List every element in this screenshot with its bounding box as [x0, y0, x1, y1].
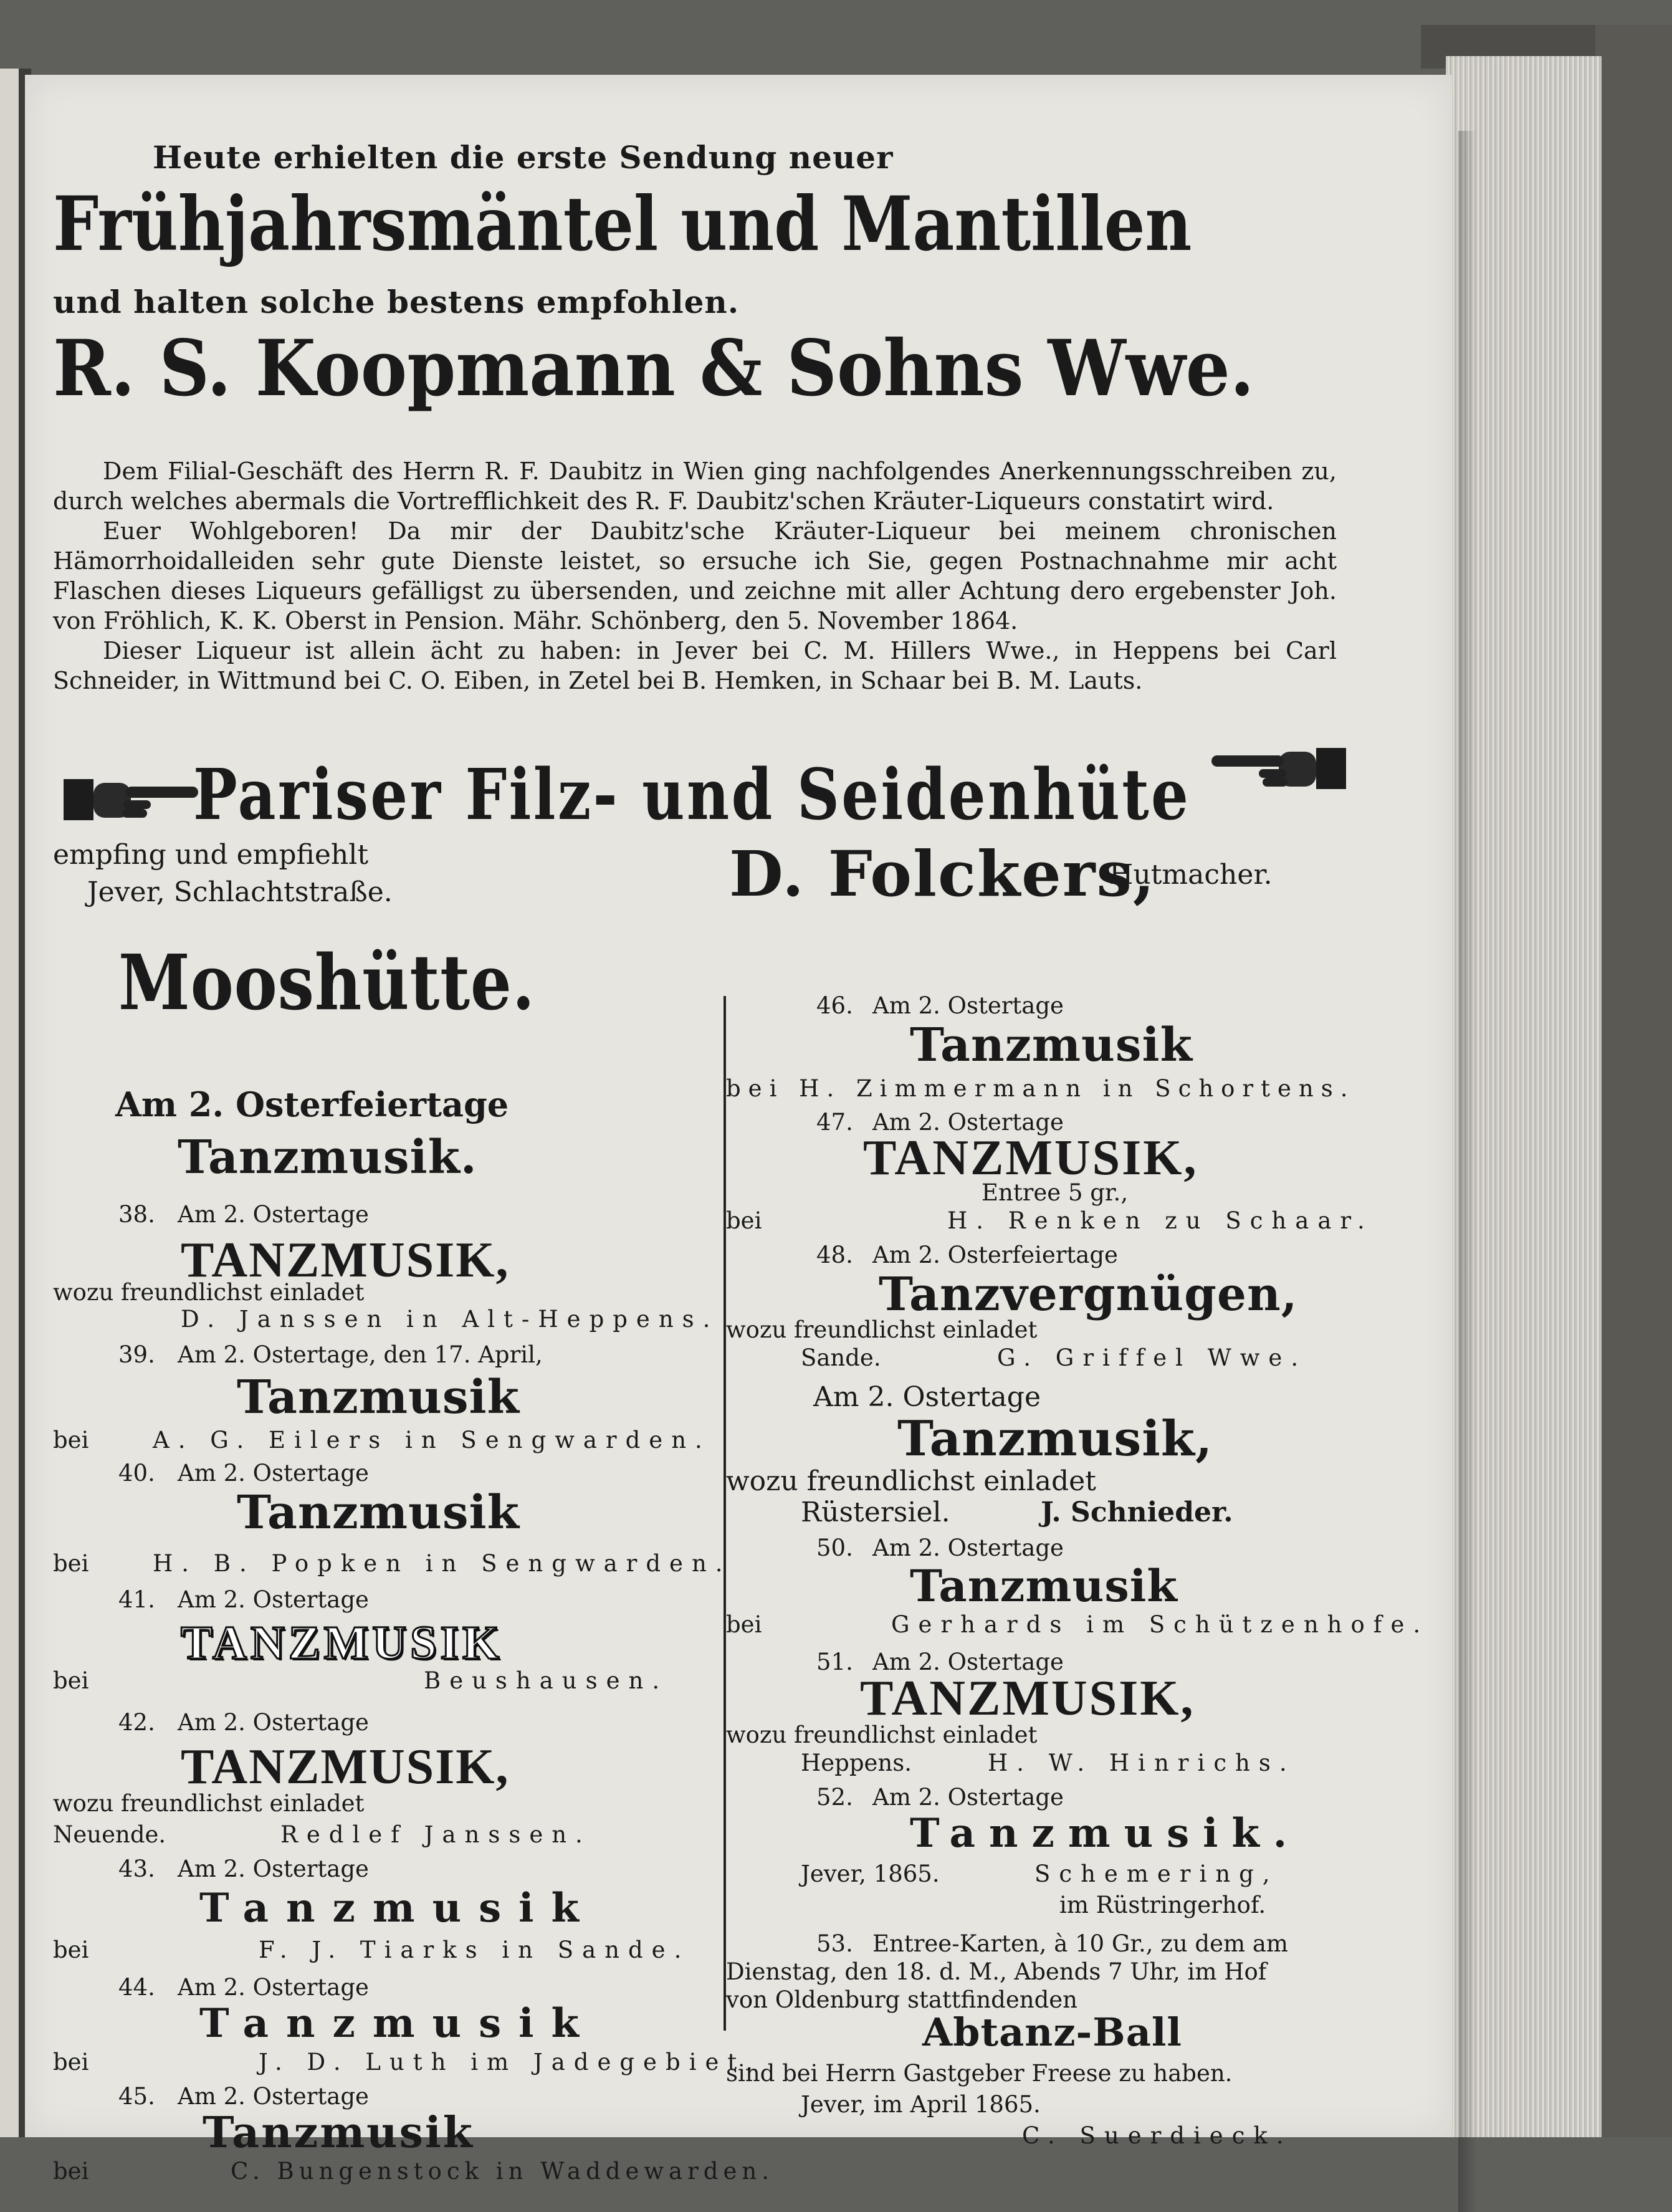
ad-47-bei: bei — [726, 1207, 762, 1234]
ad-50-date: Am 2. Ostertage — [872, 1535, 1064, 1561]
ad-51-event: TANZMUSIK, — [860, 1671, 1195, 1726]
ad-48-number: 48. — [816, 1242, 853, 1268]
ad-38-event: TANZMUSIK, — [181, 1233, 510, 1288]
ad-48-place: Sande. — [801, 1344, 881, 1371]
ad-47-date: Am 2. Ostertage — [872, 1109, 1064, 1136]
daubitz-letter: Euer Wohlgeboren! Da mir der Daubitz'sche Kräuter-Liqueur bei meinem chronischen Hämorrhoidalleiden sehr gute Dienste leistet, so ersuche ich Sie, gegen Postnachnahme mir acht Flaschen dieses Liqueurs gefälligst zu übersenden, und zeichne mit aller Achtung dero ergebenster Joh. von Fröhlich, K. K. Oberst in Pension. Mähr. Schönberg, den 5. November 1864. — [53, 517, 1337, 634]
ad-48-invite: wozu freundlichst einladet — [726, 1316, 1038, 1343]
mooshuette-event: Tanzmusik. — [178, 1131, 477, 1184]
ad-47-host: H. Renken zu Schaar. — [947, 1207, 1373, 1234]
column-divider — [724, 996, 726, 2031]
ad-45-number: 45. — [118, 2083, 155, 2110]
ad-41-host: Beushausen. — [424, 1667, 669, 1694]
ad-51-invite: wozu freundlichst einladet — [726, 1721, 1038, 1748]
ad-47-event: TANZMUSIK, — [863, 1131, 1198, 1185]
page-shadow — [1458, 131, 1477, 2212]
ad-52-event: Tanzmusik. — [910, 1810, 1301, 1857]
ad-48-date: Am 2. Osterfeiertage — [872, 1242, 1118, 1268]
ad-38-host: D. Janssen in Alt-Heppens. — [181, 1306, 719, 1333]
ad-49-date: Am 2. Ostertage — [813, 1381, 1041, 1413]
ad-40-host: H. B. Popken in Sengwarden. — [153, 1550, 732, 1577]
ad-39-bei: bei — [53, 1427, 89, 1453]
ad-51-number: 51. — [816, 1649, 853, 1675]
hats-received: empfing und empfiehlt — [53, 839, 368, 871]
ad-50-number: 50. — [816, 1535, 853, 1561]
ad-46-event: Tanzmusik — [910, 1018, 1193, 1072]
ad-44-host: J. D. Luth im Jadegebiet. — [259, 2049, 762, 2076]
ad-49-host: J. Schnieder. — [1041, 1496, 1233, 1528]
koopmann-headline: Frühjahrsmäntel und Mantillen — [53, 180, 1192, 268]
pointing-hand-left-icon — [1209, 734, 1346, 803]
ad-41-bei: bei — [53, 1667, 89, 1694]
ad-51-place: Heppens. — [801, 1750, 912, 1776]
ad-49-event: Tanzmusik, — [897, 1410, 1213, 1467]
ad-52-venue: im Rüstringerhof. — [1059, 1892, 1266, 1918]
ad-38-date: Am 2. Ostertage — [178, 1201, 369, 1228]
ad-43-bei: bei — [53, 1937, 89, 1963]
ad-49-place: Rüstersiel. — [801, 1496, 950, 1528]
hats-address: Jever, Schlachtstraße. — [87, 876, 393, 908]
koopmann-recommend: und halten solche bestens empfohlen. — [53, 284, 740, 320]
ad-46-host: bei H. Zimmermann in Schortens. — [726, 1075, 1355, 1102]
ad-53-line5: Jever, im April 1865. — [801, 2091, 1041, 2118]
ad-45-host: C. Bungenstock in Waddewarden. — [231, 2158, 774, 2185]
previous-page-edge — [0, 69, 19, 2137]
koopmann-firm-name: R. S. Koopmann & Sohns Wwe. — [53, 323, 1254, 414]
ad-45-event: Tanzmusik — [203, 2108, 474, 2158]
ad-53-line3: von Oldenburg stattfindenden — [726, 1986, 1077, 2013]
ad-41-date: Am 2. Ostertage — [178, 1586, 369, 1613]
hats-headline: Pariser Filz- und Seidenhüte — [193, 754, 1191, 836]
ad-44-event: Tanzmusik — [199, 2000, 596, 2047]
ad-40-number: 40. — [118, 1460, 155, 1487]
ad-48-event: Tanzvergnügen, — [879, 1268, 1298, 1321]
ad-39-host: A. G. Eilers in Sengwarden. — [153, 1427, 711, 1453]
ad-45-bei: bei — [53, 2158, 89, 2185]
ad-38-number: 38. — [118, 1201, 155, 1228]
ad-42-host: Redlef Janssen. — [280, 1821, 591, 1848]
ad-39-number: 39. — [118, 1341, 155, 1368]
ad-47-number: 47. — [816, 1109, 853, 1136]
ad-42-place: Neuende. — [53, 1821, 166, 1848]
ad-47-entree: Entree 5 gr., — [982, 1179, 1129, 1206]
newspaper-page — [25, 75, 1452, 2185]
ad-43-date: Am 2. Ostertage — [178, 1855, 369, 1882]
ad-52-place-year: Jever, 1865. — [801, 1860, 940, 1887]
ad-51-date: Am 2. Ostertage — [872, 1649, 1064, 1675]
ad-40-bei: bei — [53, 1550, 89, 1577]
ad-45-date: Am 2. Ostertage — [178, 2083, 369, 2110]
ad-42-number: 42. — [118, 1709, 155, 1736]
ad-40-date: Am 2. Ostertage — [178, 1460, 369, 1487]
ad-44-bei: bei — [53, 2049, 89, 2076]
ad-42-event: TANZMUSIK, — [181, 1740, 510, 1794]
ad-49-invite: wozu freundlichst einladet — [726, 1465, 1096, 1497]
ad-43-number: 43. — [118, 1855, 155, 1882]
ad-52-date: Am 2. Ostertage — [872, 1784, 1064, 1811]
daubitz-intro: Dem Filial-Geschäft des Herrn R. F. Daubitz in Wien ging nachfolgendes Anerkennungsschreiben zu, durch welches abermals die Vortrefflichkeit des R. F. Daubitz'schen Kräuter-Liqueurs constatirt wird. — [53, 457, 1337, 515]
ad-52-number: 52. — [816, 1784, 853, 1811]
mooshuette-date: Am 2. Osterfeiertage — [115, 1084, 509, 1124]
ad-52-host: Schemering, — [1034, 1860, 1279, 1887]
ad-50-event: Tanzmusik — [910, 1560, 1178, 1612]
daubitz-sellers: Dieser Liqueur ist allein ächt zu haben: in Jever bei C. M. Hillers Wwe., in Heppens bei Carl Schneider, in Wittmund bei C. O. Eiben, in Zetel bei B. Hemken, in Schaar bei B. M. Lauts. — [53, 637, 1337, 694]
ad-50-host: Gerhards im Schützenhofe. — [891, 1611, 1430, 1638]
ad-38-invite: wozu freundlichst einladet — [53, 1279, 365, 1306]
ad-43-event: Tanzmusik — [199, 1885, 596, 1932]
ad-53-host: C. Suerdieck. — [1022, 2122, 1292, 2149]
ad-42-invite: wozu freundlichst einladet — [53, 1790, 365, 1817]
ad-39-event: Tanzmusik — [237, 1371, 520, 1424]
ad-42-date: Am 2. Ostertage — [178, 1709, 369, 1736]
ad-46-number: 46. — [816, 992, 853, 1019]
hats-merchant: D. Folckers, — [729, 837, 1156, 911]
ad-53-line4: sind bei Herrn Gastgeber Freese zu haben. — [726, 2060, 1233, 2087]
ad-44-number: 44. — [118, 1974, 155, 2001]
book-binding — [1595, 25, 1672, 2137]
ad-41-number: 41. — [118, 1586, 155, 1613]
ad-50-bei: bei — [726, 1611, 762, 1638]
pointing-hand-right-icon — [64, 765, 201, 834]
ad-41-event: TANZMUSIK — [181, 1617, 504, 1669]
ad-43-host: F. J. Tiarks in Sande. — [259, 1937, 690, 1963]
ad-53-line2: Dienstag, den 18. d. M., Abends 7 Uhr, im Hof — [726, 1958, 1267, 1985]
ad-46-date: Am 2. Ostertage — [872, 992, 1064, 1019]
ad-53-line1: Entree-Karten, à 10 Gr., zu dem am — [872, 1930, 1288, 1957]
mooshuette-title: Mooshütte. — [118, 937, 535, 1027]
koopmann-intro: Heute erhielten die erste Sendung neuer — [153, 139, 894, 176]
ad-48-host: G. Griffel Wwe. — [997, 1344, 1307, 1371]
ad-53-number: 53. — [816, 1930, 853, 1957]
hats-merchant-trade: Hutmacher. — [1109, 859, 1273, 891]
ad-53-event: Abtanz-Ball — [922, 2009, 1182, 2055]
ad-51-host: H. W. Hinrichs. — [988, 1750, 1296, 1776]
ad-39-date: Am 2. Ostertage, den 17. April, — [178, 1341, 543, 1368]
ad-40-event: Tanzmusik — [237, 1486, 520, 1539]
ad-44-date: Am 2. Ostertage — [178, 1974, 369, 2001]
